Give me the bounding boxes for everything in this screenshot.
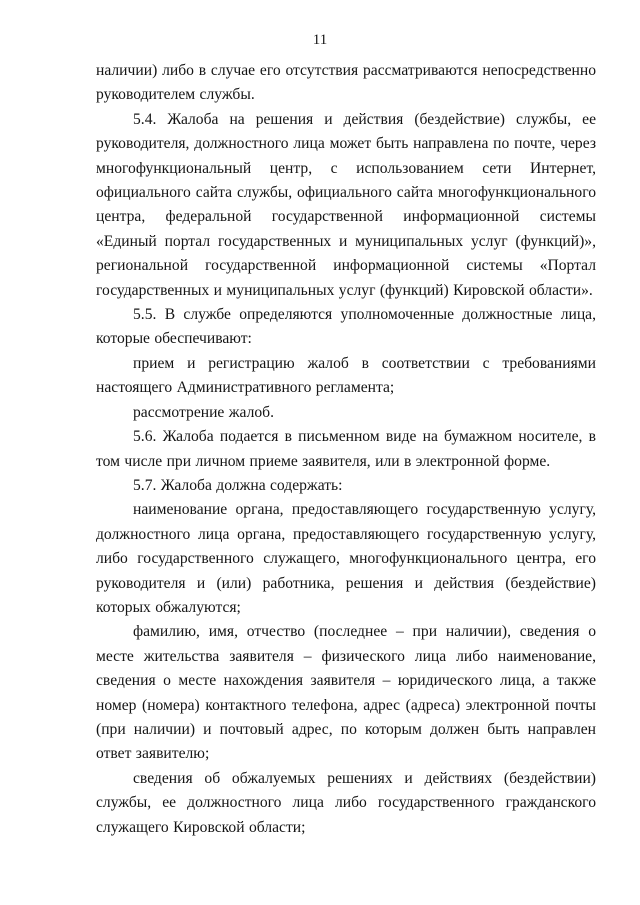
paragraph-5-6: 5.6. Жалоба подается в письменном виде на бумажном носителе, в том числе при личном приеме заявителя, или в электронной форме. [96,428,596,470]
page-number: 11 [312,32,328,48]
paragraph-continuation: наличии) либо в случае его отсутствия рассматриваются непосредственно руководителем службы. [96,62,596,104]
document-body [96,59,596,840]
list-item-review: рассмотрение жалоб. [133,403,274,421]
list-item-authority: наименование органа, предоставляющего государственную услугу, должностного лица органа, предоставляющего государственную услугу, либо государственного служащего, многофункционального центра, его руководителя и (или) работника, решения и действия (бездействие) которых обжалуются; [96,501,596,616]
paragraph-5-4: 5.4. Жалоба на решения и действия (бездействие) службы, ее руководителя, должностного лица может быть направлена по почте, через многофункциональный центр, с использованием сети Интернет, официального сайта службы, официального сайта многофункционального центра, федеральной государственной информационной системы «Единый портал государственных и муниципальных услуг (функций)», региональной государственной информационной системы «Портал государственных и муниципальных услуг (функций) Кировской области». [96,110,596,299]
list-item-appealed-decisions: сведения об обжалуемых решениях и действиях (бездействии) службы, ее должностного лица либо государственного гражданского служащего Кировской области; [96,769,596,836]
paragraph-5-7: 5.7. Жалоба должна содержать: [133,476,343,494]
list-item-registration: прием и регистрацию жалоб в соответствии с требованиями настоящего Административного регламента; [96,354,596,397]
paragraph-5-5: 5.5. В службе определяются уполномоченные должностные лица, которые обеспечивают: [96,306,596,348]
list-item-applicant-details: фамилию, имя, отчество (последнее – при наличии), сведения о месте жительства заявителя – физического лица либо наименование, сведения о месте нахождения заявителя – юридического лица, а также номер (номера) контактного телефона, адрес (адреса) электронной почты (при наличии) и почтовый адрес, по которым должен быть направлен ответ заявителю; [96,623,596,763]
